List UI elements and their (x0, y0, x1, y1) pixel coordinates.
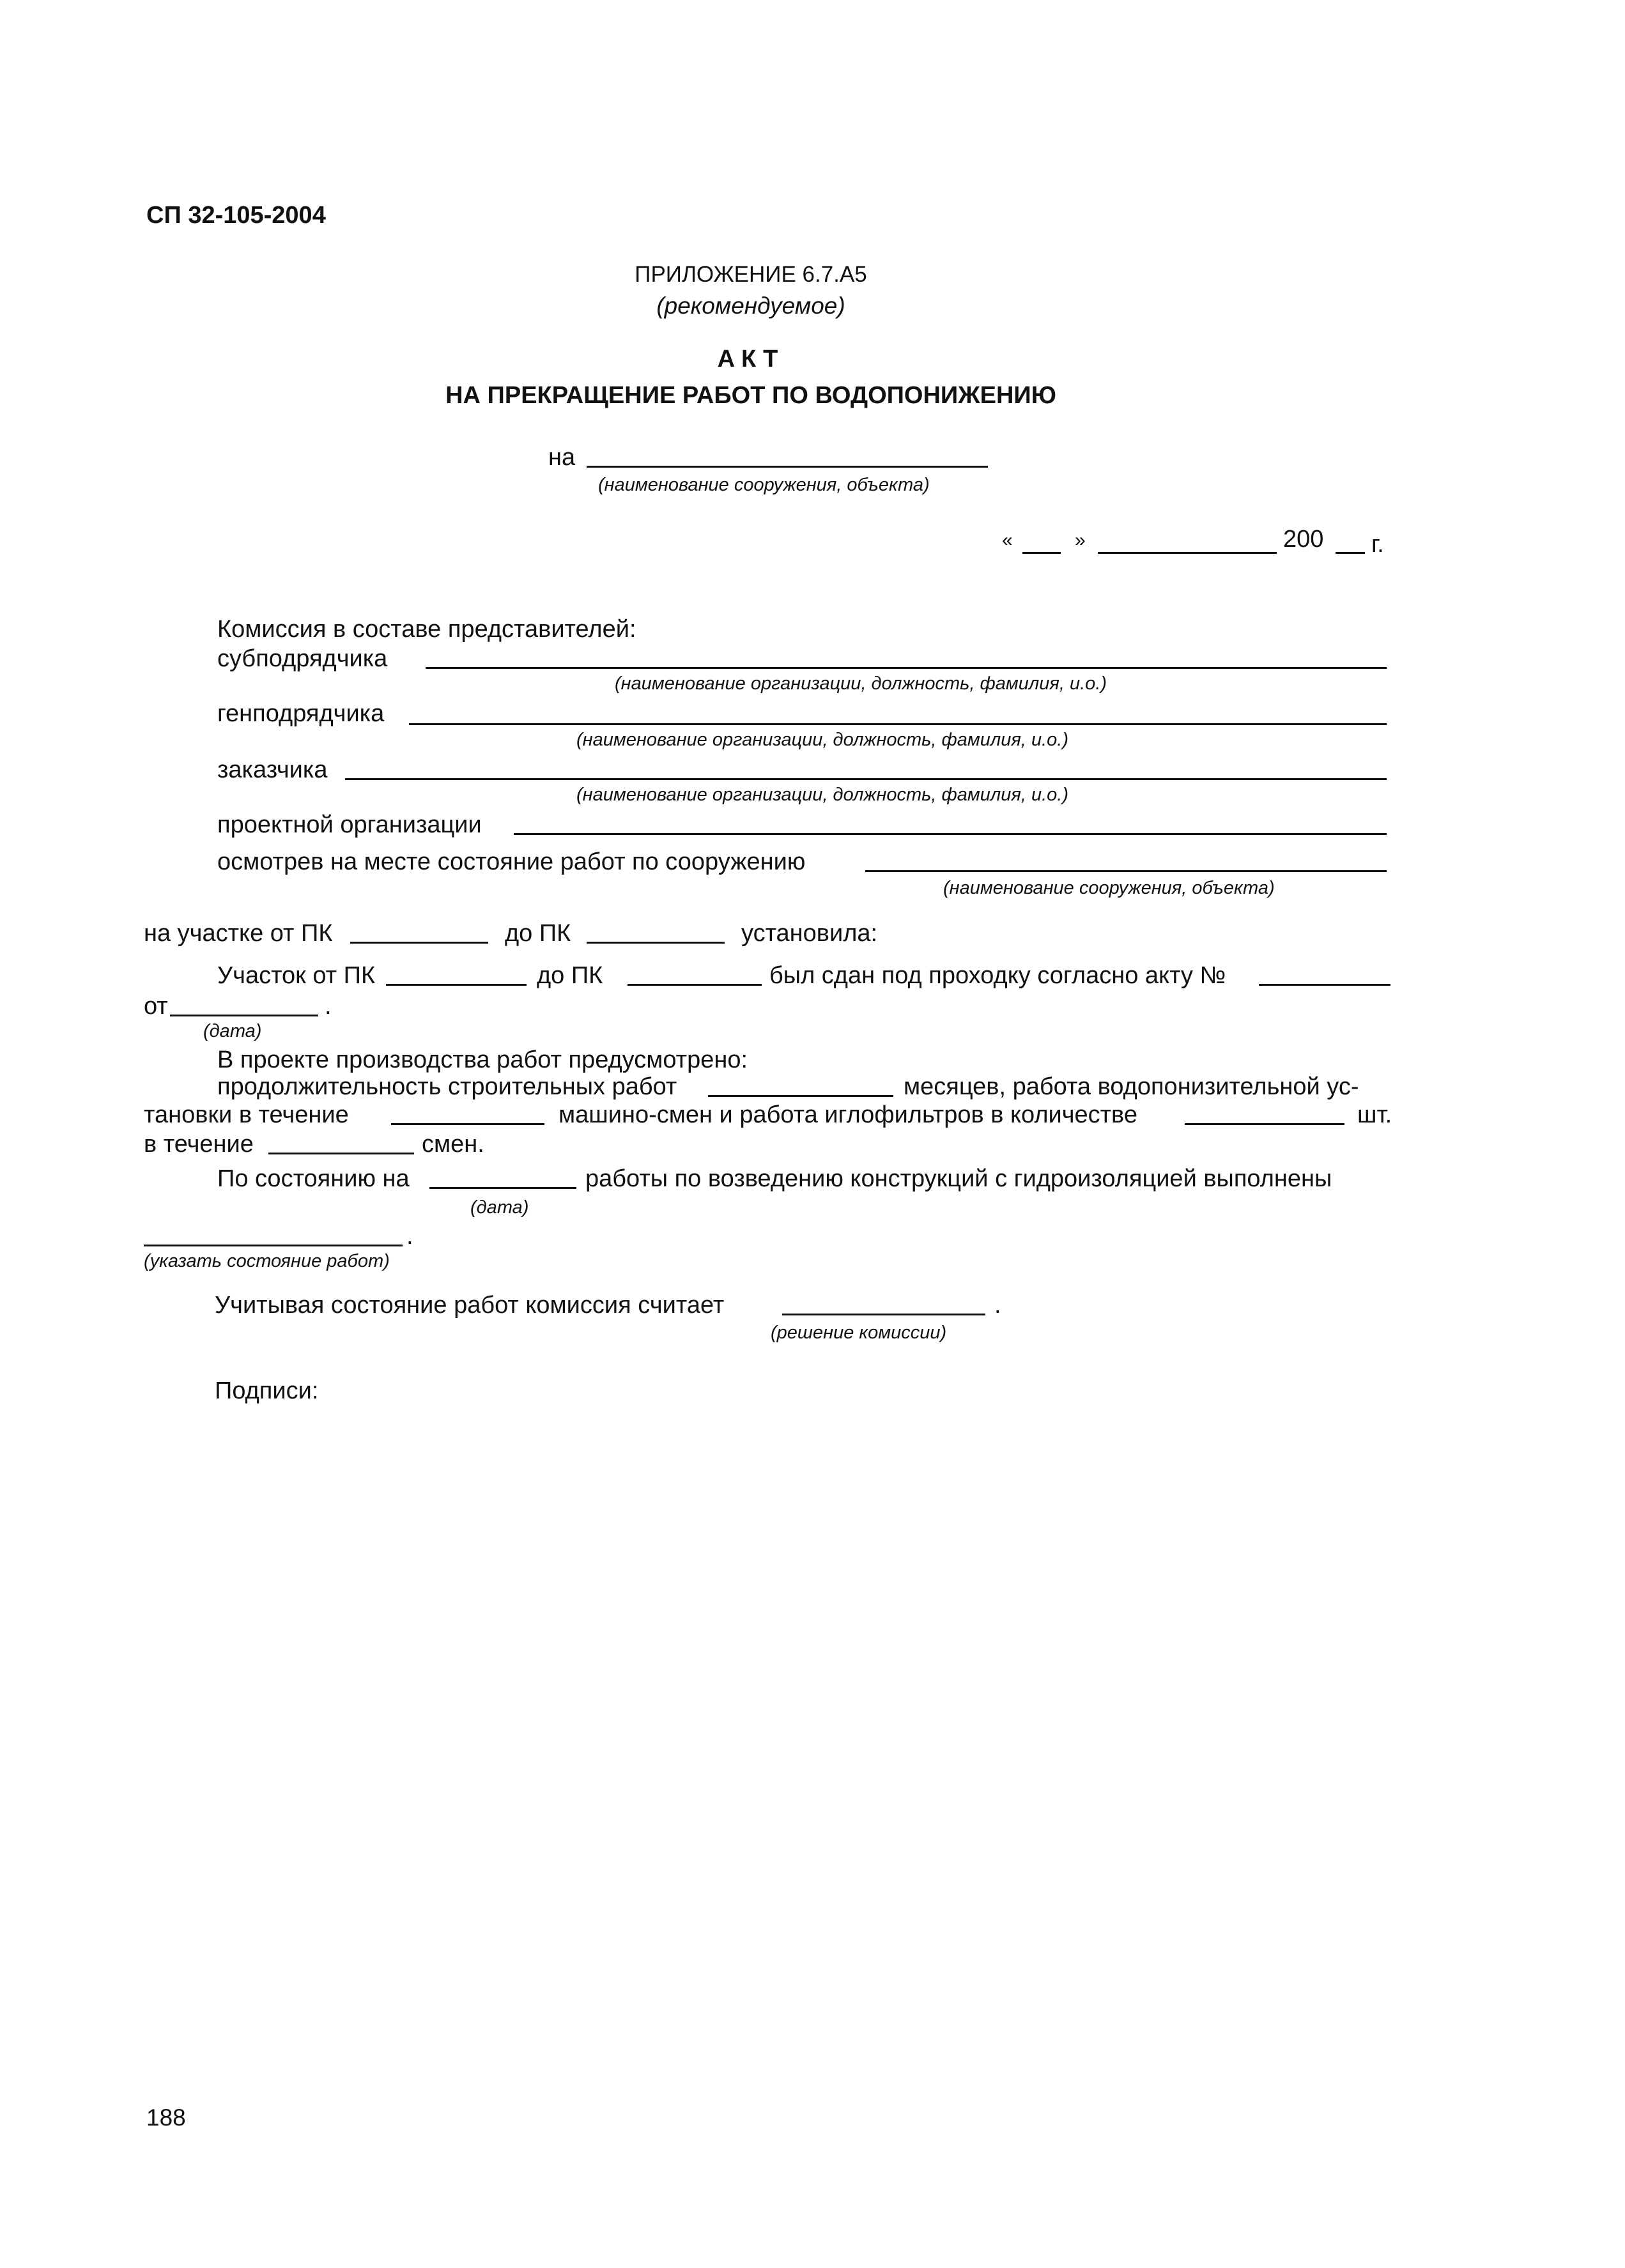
date-open-quote: « (1002, 530, 1013, 551)
customer-caption: (наименование организации, должность, фамилия, и.о.) (576, 785, 1068, 805)
appendix-note: (рекомендуемое) (656, 293, 845, 319)
status-state-field[interactable] (144, 1245, 403, 1246)
page-number: 188 (146, 2104, 186, 2131)
status-period: . (406, 1223, 413, 1250)
project-line2-mid: машино-смен и работа иглофильтров в количестве (558, 1101, 1137, 1128)
project-months-field[interactable] (708, 1095, 893, 1097)
inspection-label: осмотрев на месте состояние работ по сооружению (217, 848, 806, 875)
handover-from-label: от (144, 993, 168, 1020)
decision-period: . (994, 1292, 1001, 1319)
section-prefix: на участке от ПК (144, 920, 333, 947)
project-months-text: месяцев, работа водопонизительной ус- (904, 1073, 1359, 1100)
commission-intro: Комиссия в составе представителей: (217, 616, 636, 643)
project-duration-label: продолжительность строительных работ (217, 1073, 677, 1100)
status-date-field[interactable] (429, 1187, 576, 1189)
object-caption: (наименование сооружения, объекта) (598, 475, 930, 495)
design-org-label: проектной организации (217, 811, 482, 838)
status-state-caption: (указать состояние работ) (144, 1251, 390, 1271)
decision-caption: (решение комиссии) (771, 1322, 947, 1343)
object-name-line[interactable] (587, 466, 988, 468)
project-intro: В проекте производства работ предусмотрено: (217, 1046, 748, 1073)
customer-field[interactable] (345, 778, 1387, 780)
handover-act-number-field[interactable] (1259, 984, 1390, 986)
design-org-field[interactable] (514, 833, 1387, 835)
decision-field[interactable] (782, 1314, 985, 1315)
inspection-object-field[interactable] (865, 870, 1387, 872)
handover-to-label: до ПК (537, 962, 603, 989)
section-from-pk-field[interactable] (350, 942, 488, 944)
date-day-line[interactable] (1022, 552, 1061, 554)
act-title: АКТ (717, 346, 785, 372)
handover-date-field[interactable] (170, 1015, 318, 1016)
section-suffix: установила: (741, 920, 878, 947)
customer-label: заказчика (217, 756, 328, 783)
handover-from-pk-field[interactable] (386, 984, 527, 986)
act-subtitle: НА ПРЕКРАЩЕНИЕ РАБОТ ПО ВОДОПОНИЖЕНИЮ (445, 382, 1056, 409)
project-shifts-field[interactable] (268, 1153, 414, 1154)
date-year-line[interactable] (1336, 552, 1365, 554)
project-line3-suffix: смен. (422, 1131, 484, 1158)
project-line2-prefix: тановки в течение (144, 1101, 349, 1128)
subcontractor-field[interactable] (426, 667, 1387, 669)
handover-date-caption: (дата) (203, 1021, 262, 1041)
date-year-prefix: 200 (1283, 526, 1324, 553)
date-year-suffix: г. (1371, 531, 1384, 558)
section-to-pk-field[interactable] (587, 942, 725, 944)
appendix-label: ПРИЛОЖЕНИЕ 6.7.А5 (635, 262, 867, 287)
status-text: работы по возведению конструкций с гидроизоляцией выполнены (585, 1165, 1332, 1192)
section-to-label: до ПК (505, 920, 571, 947)
general-contractor-caption: (наименование организации, должность, фамилия, и.о.) (576, 730, 1068, 750)
status-date-caption: (дата) (470, 1197, 529, 1218)
project-wellpoint-count-field[interactable] (1185, 1123, 1344, 1125)
general-contractor-field[interactable] (409, 723, 1387, 725)
project-line3-prefix: в течение (144, 1131, 254, 1158)
status-prefix: По состоянию на (217, 1165, 410, 1192)
project-line2-suffix: шт. (1357, 1101, 1392, 1128)
project-machine-shifts-field[interactable] (391, 1123, 544, 1125)
signatures-label: Подписи: (215, 1377, 319, 1404)
date-month-line[interactable] (1098, 552, 1277, 554)
subcontractor-label: субподрядчика (217, 645, 388, 672)
handover-text: был сдан под проходку согласно акту № (769, 962, 1226, 989)
date-close-quote: » (1075, 530, 1086, 551)
decision-text: Учитывая состояние работ комиссия считает (215, 1292, 725, 1319)
general-contractor-label: генподрядчика (217, 700, 385, 727)
handover-to-pk-field[interactable] (628, 984, 762, 986)
handover-prefix: Участок от ПК (217, 962, 376, 989)
document-code: СП 32-105-2004 (146, 202, 326, 229)
subcontractor-caption: (наименование организации, должность, фамилия, и.о.) (615, 673, 1107, 694)
inspection-object-caption: (наименование сооружения, объекта) (943, 878, 1275, 898)
handover-period: . (325, 993, 332, 1020)
object-prefix: на (548, 444, 576, 471)
